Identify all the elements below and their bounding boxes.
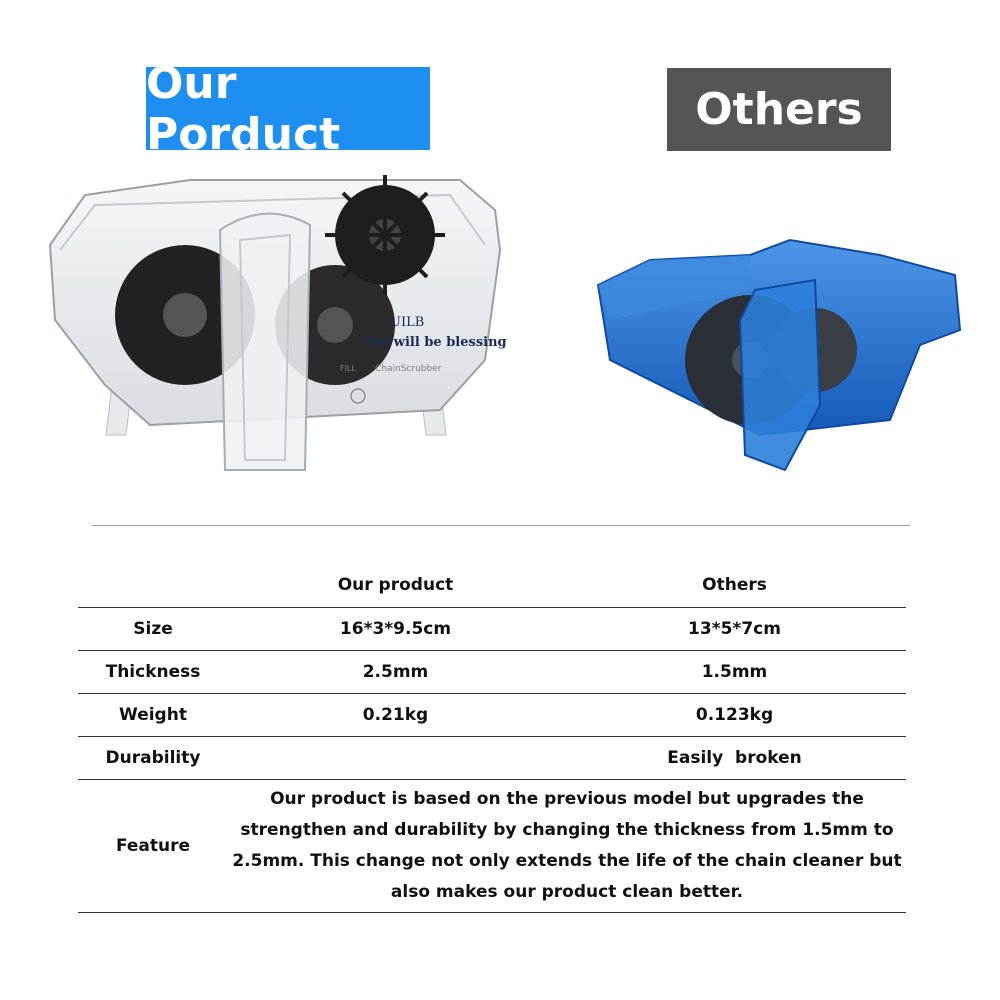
- header-blank: [78, 563, 228, 608]
- row-label-thickness: Thickness: [78, 651, 228, 694]
- row-label-feature: Feature: [78, 780, 228, 913]
- comparison-table: [78, 563, 906, 913]
- table-row: [78, 651, 906, 694]
- header-our-product: Our product: [228, 563, 563, 608]
- chainscrubber-label: ChainScrubber: [375, 364, 442, 374]
- durability-ours: [228, 737, 563, 780]
- header-others: Others: [563, 563, 906, 608]
- thickness-others: 1.5mm: [563, 651, 906, 694]
- feature-row: [78, 780, 906, 913]
- feature-description: Our product is based on the previous model but upgrades the strengthen and durability by changing the thickness from 1.5mm to 2.5mm. This change not only extends the life of the chain cleaner but also makes our product clean better.: [228, 780, 906, 913]
- size-others: 13*5*7cm: [563, 608, 906, 651]
- thickness-ours: 2.5mm: [228, 651, 563, 694]
- others-product-image: [590, 230, 970, 490]
- row-label-weight: Weight: [78, 694, 228, 737]
- weight-others: 0.123kg: [563, 694, 906, 737]
- table-row: [78, 694, 906, 737]
- section-divider: [92, 525, 910, 526]
- brand-label: UILB: [390, 315, 425, 330]
- table-header-row: [78, 563, 906, 608]
- row-label-size: Size: [78, 608, 228, 651]
- others-header: Others: [667, 68, 891, 151]
- our-product-image: [40, 170, 510, 490]
- fill-label: FILL: [340, 364, 356, 373]
- slogan-label: You will be blessing: [363, 335, 507, 350]
- table-row: [78, 737, 906, 780]
- row-label-durability: Durability: [78, 737, 228, 780]
- weight-ours: 0.21kg: [228, 694, 563, 737]
- our-product-header: Our Porduct: [146, 67, 430, 150]
- durability-others: Easily broken: [563, 737, 906, 780]
- size-ours: 16*3*9.5cm: [228, 608, 563, 651]
- table-row: [78, 608, 906, 651]
